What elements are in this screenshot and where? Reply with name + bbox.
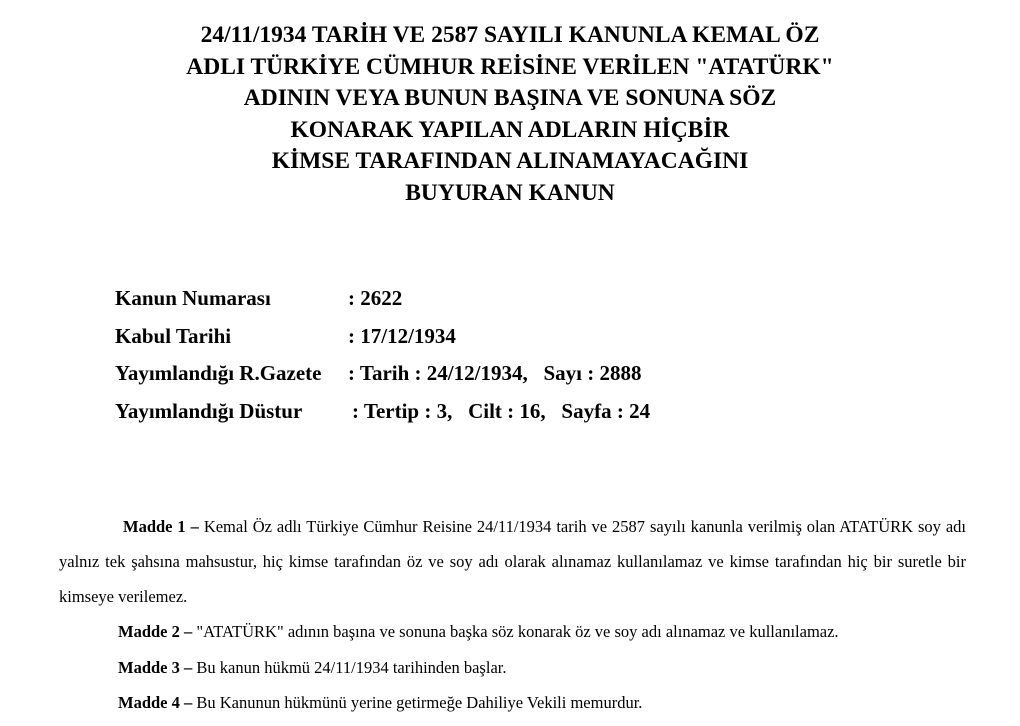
title-line: ADLI TÜRKİYE CÜMHUR REİSİNE VERİLEN "ATATÜRK" xyxy=(186,53,834,80)
article-heading: Madde 3 – xyxy=(118,657,193,677)
article-2 xyxy=(59,614,966,650)
article-1 xyxy=(59,509,966,614)
article-text: "ATATÜRK" adının başına ve sonuna başka söz konarak öz ve soy adı alınamaz ve kullanılamaz. xyxy=(196,622,839,641)
meta-value: : Tertip : 3, Cilt : 16, Sayfa : 24 xyxy=(352,398,651,423)
meta-label: Kabul Tarihi xyxy=(115,323,232,348)
article-heading: Madde 1 – xyxy=(123,517,199,536)
meta-value: : 17/12/1934 xyxy=(348,323,456,348)
title-line: ADININ VEYA BUNUN BAŞINA VE SONUNA SÖZ xyxy=(243,85,777,111)
article-heading: Madde 4 – xyxy=(118,693,193,712)
law-title xyxy=(0,20,1020,209)
article-text: Bu kanun hükmü 24/11/1934 tarihinden başlar. xyxy=(196,657,507,677)
meta-value: : Tarih : 24/12/1934, Sayı : 2888 xyxy=(348,361,642,385)
title-line: BUYURAN KANUN xyxy=(405,179,615,206)
meta-label: Kanun Numarası xyxy=(115,286,271,310)
meta-label: Yayımlandığı Düstur xyxy=(115,398,303,423)
law-articles xyxy=(59,509,966,721)
article-text: Bu Kanunun hükmünü yerine getirmeğe Dahiliye Vekili memurdur. xyxy=(196,693,643,712)
meta-label: Yayımlandığı R.Gazete xyxy=(115,361,322,385)
article-text: Kemal Öz adlı Türkiye Cümhur Reisine 24/11/1934 tarih ve 2587 sayılı kanunla verilmiş olan ATATÜRK soy adı yalnız tek şahsına mahsustur, hiç kimse tarafından öz ve soy adı olarak alınamaz kullanılamaz ve kimse tarafından hiç bir suretle bir kimseye verilemez. xyxy=(59,517,967,606)
title-line: KİMSE TARAFINDAN ALINAMAYACAĞINI xyxy=(271,148,749,174)
meta-value: : 2622 xyxy=(348,286,403,310)
article-4 xyxy=(59,685,966,721)
title-line: 24/11/1934 TARİH VE 2587 SAYILI KANUNLA KEMAL ÖZ xyxy=(200,22,820,48)
article-3 xyxy=(59,650,966,686)
article-heading: Madde 2 – xyxy=(118,622,193,641)
title-line: KONARAK YAPILAN ADLARIN HİÇBİR xyxy=(290,116,730,143)
